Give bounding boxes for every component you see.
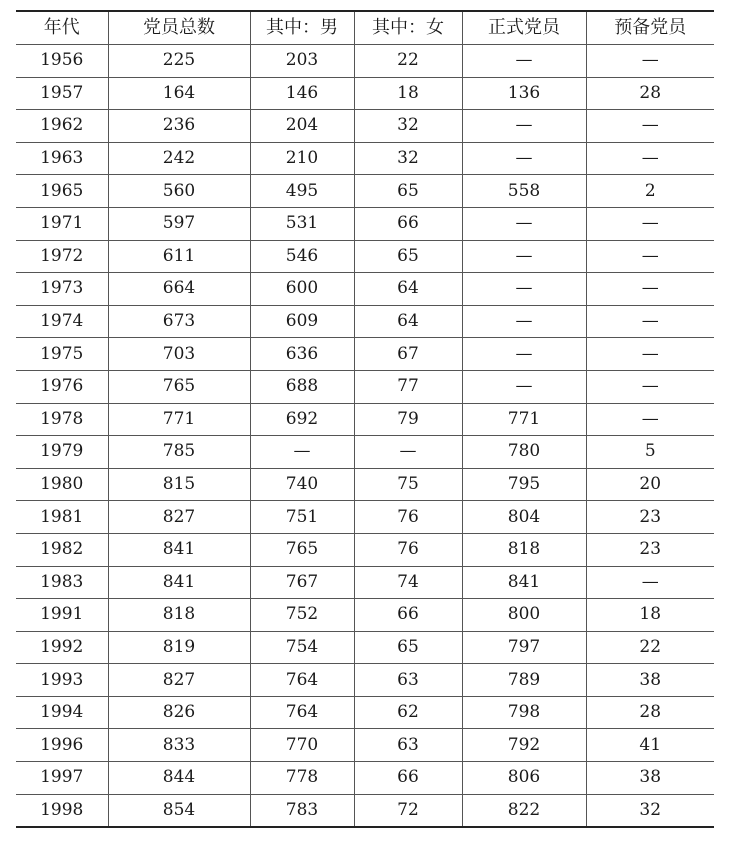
cell-year: 1994 [16, 696, 108, 729]
cell-probationary-members: — [586, 45, 714, 78]
cell-female: — [354, 436, 462, 469]
table-body [16, 45, 714, 828]
table-row [16, 533, 714, 566]
cell-probationary-members: 5 [586, 436, 714, 469]
cell-full-members: 806 [462, 762, 586, 795]
cell-male: 740 [250, 468, 354, 501]
cell-full-members: 792 [462, 729, 586, 762]
cell-year: 1992 [16, 631, 108, 664]
cell-year: 1978 [16, 403, 108, 436]
cell-probationary-members: — [586, 370, 714, 403]
cell-female: 63 [354, 664, 462, 697]
cell-probationary-members: 41 [586, 729, 714, 762]
cell-male: 495 [250, 175, 354, 208]
cell-male: 764 [250, 664, 354, 697]
table-row [16, 142, 714, 175]
table-row [16, 240, 714, 273]
cell-probationary-members: — [586, 142, 714, 175]
cell-total-members: 765 [108, 370, 250, 403]
cell-year: 1974 [16, 305, 108, 338]
cell-female: 66 [354, 599, 462, 632]
table-row [16, 599, 714, 632]
cell-male: 146 [250, 77, 354, 110]
cell-male: 754 [250, 631, 354, 664]
cell-probationary-members: — [586, 403, 714, 436]
table-row [16, 468, 714, 501]
table-row [16, 696, 714, 729]
cell-female: 32 [354, 142, 462, 175]
cell-probationary-members: 32 [586, 794, 714, 827]
cell-probationary-members: 22 [586, 631, 714, 664]
cell-full-members: 136 [462, 77, 586, 110]
table-row [16, 729, 714, 762]
cell-full-members: 800 [462, 599, 586, 632]
cell-year: 1998 [16, 794, 108, 827]
cell-male: 688 [250, 370, 354, 403]
cell-female: 62 [354, 696, 462, 729]
cell-probationary-members: 23 [586, 501, 714, 534]
cell-total-members: 597 [108, 207, 250, 240]
table-row [16, 45, 714, 78]
cell-female: 22 [354, 45, 462, 78]
cell-female: 79 [354, 403, 462, 436]
cell-female: 64 [354, 305, 462, 338]
table-row [16, 338, 714, 371]
cell-female: 74 [354, 566, 462, 599]
column-header-total-members: 党员总数 [108, 11, 250, 45]
cell-total-members: 826 [108, 696, 250, 729]
cell-probationary-members: 28 [586, 696, 714, 729]
cell-full-members: — [462, 305, 586, 338]
table-row [16, 110, 714, 143]
cell-female: 18 [354, 77, 462, 110]
cell-male: 203 [250, 45, 354, 78]
cell-year: 1972 [16, 240, 108, 273]
cell-probationary-members: 23 [586, 533, 714, 566]
cell-full-members: — [462, 207, 586, 240]
table-header [16, 11, 714, 45]
table-row [16, 501, 714, 534]
cell-full-members: 841 [462, 566, 586, 599]
table-row [16, 77, 714, 110]
column-header-full-members: 正式党员 [462, 11, 586, 45]
cell-year: 1976 [16, 370, 108, 403]
cell-year: 1963 [16, 142, 108, 175]
cell-female: 66 [354, 762, 462, 795]
cell-male: 546 [250, 240, 354, 273]
cell-female: 75 [354, 468, 462, 501]
cell-male: 204 [250, 110, 354, 143]
cell-probationary-members: — [586, 110, 714, 143]
cell-total-members: 225 [108, 45, 250, 78]
cell-total-members: 841 [108, 533, 250, 566]
cell-total-members: 841 [108, 566, 250, 599]
cell-full-members: 797 [462, 631, 586, 664]
cell-female: 72 [354, 794, 462, 827]
cell-probationary-members: — [586, 273, 714, 306]
cell-female: 65 [354, 240, 462, 273]
cell-total-members: 771 [108, 403, 250, 436]
cell-male: 636 [250, 338, 354, 371]
cell-female: 65 [354, 175, 462, 208]
column-header-female: 其中：女 [354, 11, 462, 45]
cell-male: 692 [250, 403, 354, 436]
table-row [16, 207, 714, 240]
cell-full-members: 818 [462, 533, 586, 566]
cell-probationary-members: — [586, 566, 714, 599]
cell-male: 778 [250, 762, 354, 795]
table-row [16, 794, 714, 827]
cell-male: 531 [250, 207, 354, 240]
cell-female: 77 [354, 370, 462, 403]
cell-female: 65 [354, 631, 462, 664]
header-row [16, 11, 714, 45]
cell-year: 1993 [16, 664, 108, 697]
cell-female: 32 [354, 110, 462, 143]
cell-year: 1979 [16, 436, 108, 469]
column-header-male: 其中：男 [250, 11, 354, 45]
cell-male: 600 [250, 273, 354, 306]
cell-probationary-members: — [586, 207, 714, 240]
cell-total-members: 815 [108, 468, 250, 501]
cell-total-members: 673 [108, 305, 250, 338]
cell-total-members: 819 [108, 631, 250, 664]
cell-total-members: 818 [108, 599, 250, 632]
cell-total-members: 833 [108, 729, 250, 762]
cell-full-members: 798 [462, 696, 586, 729]
cell-total-members: 242 [108, 142, 250, 175]
table-row [16, 175, 714, 208]
cell-year: 1991 [16, 599, 108, 632]
cell-male: 764 [250, 696, 354, 729]
table-row [16, 436, 714, 469]
cell-year: 1996 [16, 729, 108, 762]
cell-year: 1982 [16, 533, 108, 566]
table-row [16, 566, 714, 599]
cell-year: 1980 [16, 468, 108, 501]
cell-probationary-members: 20 [586, 468, 714, 501]
cell-male: 210 [250, 142, 354, 175]
table-row [16, 403, 714, 436]
cell-total-members: 827 [108, 501, 250, 534]
cell-full-members: 822 [462, 794, 586, 827]
cell-full-members: — [462, 273, 586, 306]
cell-male: 751 [250, 501, 354, 534]
cell-probationary-members: 28 [586, 77, 714, 110]
cell-female: 64 [354, 273, 462, 306]
cell-total-members: 560 [108, 175, 250, 208]
cell-full-members: 795 [462, 468, 586, 501]
table-row [16, 273, 714, 306]
cell-probationary-members: — [586, 338, 714, 371]
table-row [16, 305, 714, 338]
cell-male: 765 [250, 533, 354, 566]
cell-male: 783 [250, 794, 354, 827]
party-member-table-container [16, 10, 714, 828]
cell-probationary-members: 38 [586, 664, 714, 697]
cell-full-members: 780 [462, 436, 586, 469]
cell-year: 1957 [16, 77, 108, 110]
cell-male: 767 [250, 566, 354, 599]
cell-probationary-members: 38 [586, 762, 714, 795]
cell-full-members: 771 [462, 403, 586, 436]
cell-full-members: 789 [462, 664, 586, 697]
table-row [16, 631, 714, 664]
cell-full-members: — [462, 338, 586, 371]
cell-year: 1973 [16, 273, 108, 306]
table-row [16, 762, 714, 795]
column-header-probationary-members: 预备党员 [586, 11, 714, 45]
cell-total-members: 827 [108, 664, 250, 697]
cell-year: 1981 [16, 501, 108, 534]
cell-total-members: 844 [108, 762, 250, 795]
cell-year: 1956 [16, 45, 108, 78]
cell-female: 63 [354, 729, 462, 762]
cell-full-members: — [462, 45, 586, 78]
table-row [16, 370, 714, 403]
cell-year: 1971 [16, 207, 108, 240]
cell-full-members: 804 [462, 501, 586, 534]
cell-year: 1983 [16, 566, 108, 599]
column-header-year: 年代 [16, 11, 108, 45]
cell-total-members: 854 [108, 794, 250, 827]
party-member-statistics-table [16, 10, 714, 828]
cell-probationary-members: 2 [586, 175, 714, 208]
cell-female: 67 [354, 338, 462, 371]
cell-total-members: 664 [108, 273, 250, 306]
cell-year: 1975 [16, 338, 108, 371]
cell-year: 1997 [16, 762, 108, 795]
cell-male: 609 [250, 305, 354, 338]
cell-probationary-members: 18 [586, 599, 714, 632]
cell-total-members: 236 [108, 110, 250, 143]
cell-probationary-members: — [586, 240, 714, 273]
cell-male: 752 [250, 599, 354, 632]
cell-female: 66 [354, 207, 462, 240]
cell-total-members: 611 [108, 240, 250, 273]
cell-full-members: 558 [462, 175, 586, 208]
cell-full-members: — [462, 110, 586, 143]
cell-probationary-members: — [586, 305, 714, 338]
cell-total-members: 703 [108, 338, 250, 371]
cell-female: 76 [354, 533, 462, 566]
cell-total-members: 164 [108, 77, 250, 110]
cell-full-members: — [462, 142, 586, 175]
cell-male: 770 [250, 729, 354, 762]
cell-female: 76 [354, 501, 462, 534]
cell-total-members: 785 [108, 436, 250, 469]
cell-male: — [250, 436, 354, 469]
cell-year: 1965 [16, 175, 108, 208]
cell-full-members: — [462, 240, 586, 273]
table-row [16, 664, 714, 697]
cell-year: 1962 [16, 110, 108, 143]
cell-full-members: — [462, 370, 586, 403]
